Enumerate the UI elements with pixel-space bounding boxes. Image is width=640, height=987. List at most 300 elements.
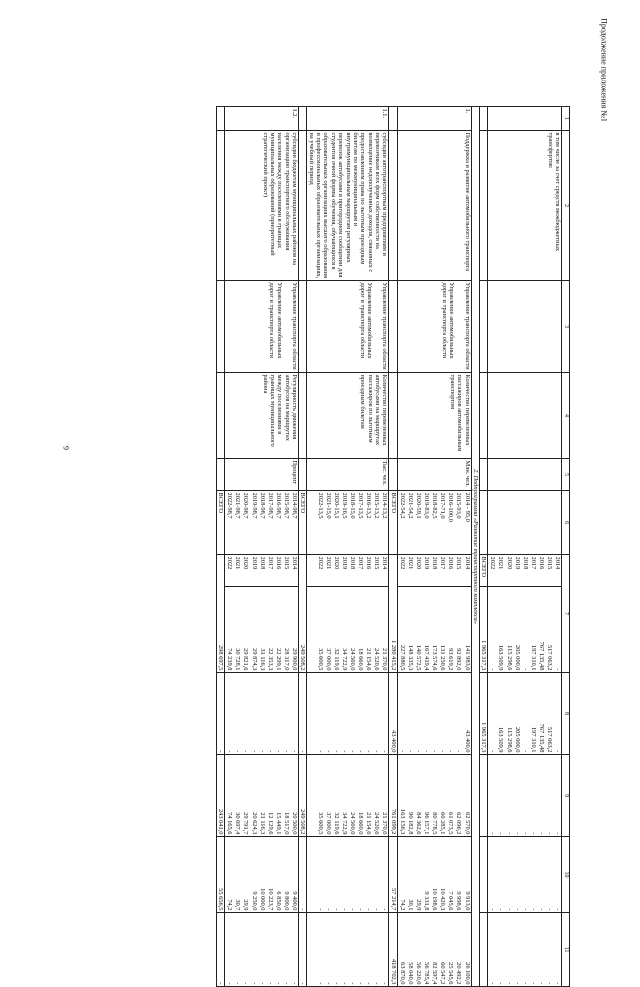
intertransfer-row — [488, 107, 562, 987]
target-value — [225, 491, 299, 555]
amount-col8-line: - — [291, 750, 299, 753]
amount-col8-line: - — [406, 750, 414, 753]
amount-col11-line: - — [546, 982, 554, 985]
empty-cell — [389, 281, 397, 373]
year-cell-line: 2020 — [332, 556, 340, 570]
target-value-line: 2014-13,2 — [381, 492, 389, 519]
amount-col9-line: - — [546, 832, 554, 835]
amount-col8-line: - — [242, 750, 250, 753]
amount-col10-line: - — [497, 908, 505, 911]
amount-col7-line: 205 000,0 — [513, 644, 521, 671]
total-amount: 418 702,3 — [389, 913, 397, 987]
year-cell-line: 2017 — [266, 556, 274, 570]
target-value-line: 2020-15,1 — [332, 492, 340, 519]
amount-col10-line: 10 420,3 — [439, 888, 447, 911]
amount-col8-line: - — [226, 750, 234, 753]
amount-col10-line: - — [357, 908, 365, 911]
amount-col10-line: - — [546, 908, 554, 911]
target-value-line: 2021-54,2 — [406, 492, 414, 519]
amount-col11-line: - — [234, 982, 242, 985]
empty-cell — [479, 107, 487, 131]
amount-col9-line: 84 362,6 — [414, 812, 422, 835]
year-cell — [397, 555, 471, 587]
amount-col8-line: - — [365, 750, 373, 753]
measure-row — [225, 107, 299, 987]
amount-col8-line: - — [414, 750, 422, 753]
amount-col7-line: 197 310,1 — [529, 644, 537, 671]
amount-col8-line: - — [250, 750, 258, 753]
year-cell — [488, 555, 562, 587]
target-value-line: 2020-98,7 — [242, 492, 250, 519]
unit-cell — [488, 459, 562, 491]
amount-col11-line: 56 785,4 — [423, 962, 431, 985]
amount-col9 — [225, 755, 299, 837]
measure-name: Поддержка и развитие автомобильного транспорта — [397, 131, 471, 281]
measure-total-row — [299, 107, 307, 987]
target-value-line: 2014 - 95,0 — [463, 492, 471, 522]
amount-col7-line: 767 135,48 — [537, 641, 545, 671]
amount-col11-line: - — [282, 982, 290, 985]
year-cell-line: 2022 — [316, 556, 324, 570]
empty-cell — [479, 131, 487, 281]
row-number: 1.2. — [225, 107, 299, 131]
target-value-line: 2022-54,2 — [398, 492, 406, 519]
amount-col7-line: 92 892,0 — [455, 648, 463, 671]
year-cell-line: 2018 — [431, 556, 439, 570]
amount-col10 — [307, 837, 389, 913]
total-amount: 55 656,5 — [216, 837, 224, 913]
amount-col10-line: 9 250,0 — [250, 891, 258, 911]
year-cell-line: 2016 — [365, 556, 373, 570]
amount-col11-line: - — [274, 982, 282, 985]
amount-col11-line: - — [348, 982, 356, 985]
executor-name: Управление транспорта области — [291, 282, 299, 370]
total-label: ВСЕГО — [216, 491, 224, 555]
target-value-line: 2014-98,7 — [291, 492, 299, 519]
amount-col8-line: - — [431, 750, 439, 753]
amount-col9-line: 90 182,8 — [406, 812, 414, 835]
amount-col11-line: - — [529, 982, 537, 985]
empty-cell — [479, 491, 487, 555]
amount-col10-line: - — [381, 908, 389, 911]
amount-col11-line: - — [373, 982, 381, 985]
amount-col10-line: - — [505, 908, 513, 911]
amount-col10-line: - — [316, 908, 324, 911]
empty-cell — [299, 373, 307, 459]
amount-col10 — [225, 837, 299, 913]
indicator-name: Регулярность движения автобусов на маршрутах между поселениями в границах муниципального района — [225, 373, 299, 459]
amount-col7-line: 22 353,3 — [266, 648, 274, 671]
amount-col10-line: 30,1 — [406, 899, 414, 911]
amount-col10-line: - — [340, 908, 348, 911]
empty-cell — [216, 107, 224, 131]
target-value-line: 2021-15,0 — [324, 492, 332, 519]
amount-col9-line: 24 520,6 — [373, 812, 381, 835]
amount-col11-line: 58 040,0 — [406, 962, 414, 985]
total-amount: - — [299, 673, 307, 755]
amount-col9-line: 29 791,7 — [242, 812, 250, 835]
column-number: 11 — [562, 913, 570, 987]
amount-col8-line: - — [447, 750, 455, 753]
amount-col7-line: 30 728,1 — [234, 648, 242, 671]
total-amount: 1 965 317,3 — [479, 587, 487, 673]
amount-col9-line: 21 154,6 — [365, 812, 373, 835]
measure-name: субсидии бюджетам муниципальных районов на организацию транспортного обслуживания населения между поселениями в границах муниципальных образований (приоритетный стратегический проект) — [225, 131, 299, 281]
total-amount: 43 400,0 — [389, 673, 397, 755]
year-cell — [225, 555, 299, 587]
year-cell-line: 2021 — [406, 556, 414, 570]
executor-cell — [488, 281, 562, 373]
amount-col7 — [225, 587, 299, 673]
amount-col10-line: - — [489, 908, 497, 911]
target-value-line: 2017-13,5 — [357, 492, 365, 519]
amount-col11 — [307, 913, 389, 987]
target-value-line: 2017-98,7 — [266, 492, 274, 519]
year-cell-line: 2020 — [242, 556, 250, 570]
column-number: 4 — [562, 373, 570, 459]
amount-col7-line: 93 619,2 — [447, 648, 455, 671]
column-number: 5 — [562, 459, 570, 491]
amount-col9-line: - — [489, 832, 497, 835]
amount-col7-line: 29 874,3 — [250, 648, 258, 671]
year-cell-line: 2014 — [291, 556, 299, 570]
year-cell-line: 2017 — [357, 556, 365, 570]
amount-col9-line: 163 156,3 — [398, 808, 406, 835]
target-value-line: 2018-98,7 — [258, 492, 266, 519]
year-cell-line: 2015 — [373, 556, 381, 570]
amount-col9-line: 34 722,9 — [340, 812, 348, 835]
year-cell-line: 2015 — [282, 556, 290, 570]
target-value-line: 2018-82,5 — [431, 492, 439, 519]
amount-col7 — [397, 587, 471, 673]
amount-col9-line: 21 116,3 — [258, 812, 266, 835]
amount-col10-line: - — [513, 908, 521, 911]
amount-col8-line: 517 063,2 — [546, 726, 554, 753]
amount-col8-line: - — [324, 750, 332, 753]
amount-col9-line: 20 624,3 — [250, 812, 258, 835]
year-cell-line: 2019 — [250, 556, 258, 570]
year-cell-line: 2015 — [455, 556, 463, 570]
indicator-name: Количество перевезенных пассажиров автомобильным транспортом — [397, 373, 471, 459]
year-cell-line: 2021 — [324, 556, 332, 570]
year-cell-line: 2014 — [463, 556, 471, 570]
target-cell — [488, 491, 562, 555]
amount-col11-line: - — [250, 982, 258, 985]
amount-col11-line: - — [316, 982, 324, 985]
amount-col11-line: - — [324, 982, 332, 985]
executor-name: Управление автомобильных дорог и транспорта области — [268, 282, 283, 359]
amount-col9-line: 74 165,6 — [226, 812, 234, 835]
total-amount: - — [216, 913, 224, 987]
target-value-line: 2016-100,0 — [447, 492, 455, 522]
target-value-line: 2020-59,1 — [414, 492, 422, 519]
amount-col7-line: 163 509,9 — [497, 644, 505, 671]
amount-col8 — [307, 673, 389, 755]
target-value-line: 2019-83,0 — [423, 492, 431, 519]
amount-col7-line: 115 298,6 — [505, 645, 513, 671]
amount-col7-line: 167 419,4 — [423, 644, 431, 671]
amount-col8 — [488, 673, 562, 755]
measure-row — [397, 107, 471, 987]
target-value-line: 2017-71,0 — [439, 492, 447, 519]
amount-col8-line: - — [554, 750, 562, 753]
amount-col11-line: - — [497, 982, 505, 985]
unit-name: Процент — [225, 459, 299, 491]
row-number — [488, 107, 562, 131]
total-amount: - — [216, 673, 224, 755]
amount-col11 — [488, 913, 562, 987]
empty-cell — [479, 913, 487, 987]
amount-col11-line: - — [258, 982, 266, 985]
year-cell-line: 2019 — [340, 556, 348, 570]
amount-col9-line: - — [554, 832, 562, 835]
empty-cell — [216, 281, 224, 373]
amount-col10-line: 10 198,6 — [431, 888, 439, 911]
empty-cell — [479, 755, 487, 837]
unit-name: Млн. чел. — [397, 459, 471, 491]
amount-col10-line: - — [365, 908, 373, 911]
amount-col8-line: - — [357, 750, 365, 753]
amount-col9-line: 62 570,0 — [463, 812, 471, 835]
amount-col8-line: - — [316, 750, 324, 753]
amount-col7-line: 140 572,5 — [414, 644, 422, 671]
amount-col8-line: - — [423, 750, 431, 753]
year-cell-line: 2020 — [505, 556, 513, 570]
total-amount: - — [299, 837, 307, 913]
amount-col7-line: 227 880,5 — [398, 644, 406, 671]
amount-col7-line: 28 317,0 — [282, 648, 290, 671]
amount-col10-line: - — [521, 908, 529, 911]
amount-col9-line: 18 517,0 — [282, 812, 290, 835]
column-number: 7 — [562, 555, 570, 673]
empty-cell — [299, 459, 307, 491]
amount-col11 — [397, 913, 471, 987]
amount-col10-line: - — [373, 908, 381, 911]
amount-col7-line: 141 983,0 — [463, 644, 471, 671]
empty-cell — [479, 459, 487, 491]
year-cell-line: 2021 — [497, 556, 505, 570]
measure-name: субсидии автотранспортным предприятиям и перевозчикам всех форм собственности на возмещение недополученных доходов, связанных с предоставлением права по льготным проездным билетам по межмуниципальным и внутримуниципальным маршрутам регулярных перевозок автобусами в пригородном сообщении для студентов очной формы обучения, обучающихся в образовательных организациях высшего образования и профессиональных образовательных организациях, на учебный период — [307, 131, 389, 281]
amount-col8-line: - — [373, 750, 381, 753]
amount-col7-line: 21 370,0 — [381, 648, 389, 671]
year-cell-line: 2017 — [529, 556, 537, 570]
amount-col11-line: 63 870,0 — [398, 962, 406, 985]
amount-col11-line: 20 492,2 — [455, 962, 463, 985]
amount-col9-line: - — [513, 832, 521, 835]
amount-col10-line: - — [332, 908, 340, 911]
amount-col7-line: 29 821,6 — [242, 648, 250, 671]
amount-col8 — [225, 673, 299, 755]
appendix-continuation-note: Продолжение приложения №1 — [599, 18, 609, 122]
year-cell-line: 2016 — [537, 556, 545, 570]
amount-col9-line: - — [521, 832, 529, 835]
amount-col7-line: 24 560,0 — [348, 648, 356, 671]
measure-total-row — [216, 107, 224, 987]
total-amount: 1 280 415,2 — [389, 555, 397, 673]
empty-cell — [299, 281, 307, 373]
amount-col8-line: 767 135,48 — [537, 723, 545, 753]
amount-col8-line: - — [274, 750, 282, 753]
column-number: 9 — [562, 755, 570, 837]
target-value-line: 2015-98,7 — [282, 492, 290, 519]
amount-col8-line: - — [439, 750, 447, 753]
amount-col9-line: - — [505, 832, 513, 835]
amount-col8-line: - — [398, 750, 406, 753]
amount-col11-line: - — [513, 982, 521, 985]
executor-name: Управление транспорта области — [381, 282, 389, 370]
amount-col11-line: - — [332, 982, 340, 985]
column-number: 1 — [562, 107, 570, 131]
year-cell-line: 2018 — [521, 556, 529, 570]
amount-col9 — [488, 755, 562, 837]
total-label: ВСЕГО — [299, 491, 307, 555]
amount-col7-line: 35 600,5 — [316, 648, 324, 671]
amount-col7-line: 131 250,6 — [439, 644, 447, 671]
amount-col9 — [307, 755, 389, 837]
empty-cell — [216, 459, 224, 491]
amount-col10 — [397, 837, 471, 913]
total-amount: 249 508,2 — [299, 555, 307, 673]
empty-cell — [479, 837, 487, 913]
subprogram-row — [471, 107, 479, 987]
program-table — [70, 106, 570, 986]
amount-col9-line: 61 073,5 — [447, 812, 455, 835]
empty-cell — [389, 131, 397, 281]
amount-col11-line: - — [381, 982, 389, 985]
empty-cell — [389, 373, 397, 459]
total-amount: 57 214,7 — [389, 837, 397, 913]
amount-col7 — [488, 587, 562, 673]
amount-col8-line: - — [489, 750, 497, 753]
total-amount: 249 508,2 — [299, 755, 307, 837]
column-number: 10 — [562, 837, 570, 913]
target-value-line: 2015-13,2 — [373, 492, 381, 519]
target-value-line: 2021-98,7 — [234, 492, 242, 519]
year-cell-line: 2019 — [423, 556, 431, 570]
amount-col10-line: 9 913,0 — [463, 891, 471, 911]
amount-col10-line: 74,2 — [226, 899, 234, 911]
target-value-line: 2015-93,0 — [455, 492, 463, 519]
indicator-name: Количество перевезенных автобусами на маршрутах пассажиров по льготным проездным билетам — [307, 373, 389, 459]
empty-cell — [479, 281, 487, 373]
total-amount: 1 965 317,3 — [479, 673, 487, 755]
row-number: 1.1. — [307, 107, 389, 131]
amount-col7-line: - — [521, 668, 529, 671]
empty-cell — [389, 107, 397, 131]
column-number: 8 — [562, 673, 570, 755]
target-value-line: 2022-98,7 — [226, 492, 234, 519]
amount-col7-line: - — [554, 668, 562, 671]
amount-col7-line: 31 116,3 — [258, 648, 266, 671]
target-value-line: 2022-13,5 — [316, 492, 324, 519]
amount-col9-line: 80 778,5 — [431, 812, 439, 835]
amount-col11-line: - — [489, 982, 497, 985]
page-number: 9 — [61, 446, 71, 450]
total-amount: 761 099,2 — [389, 755, 397, 837]
amount-col10-line: 6 850,0 — [274, 891, 282, 911]
amount-col10-line: 10 000,0 — [258, 888, 266, 911]
year-cell-line: 2022 — [489, 556, 497, 570]
amount-col8-line: - — [521, 750, 529, 753]
row-number: 1. — [397, 107, 471, 131]
amount-col11 — [225, 913, 299, 987]
empty-cell — [389, 459, 397, 491]
amount-col11-line: - — [340, 982, 348, 985]
amount-col8 — [397, 673, 471, 755]
year-cell-line: 2021 — [234, 556, 242, 570]
measure-total-row — [389, 107, 397, 987]
amount-col7-line: - — [489, 668, 497, 671]
total-amount: 243 041,0 — [216, 755, 224, 837]
amount-col11-line: - — [291, 982, 299, 985]
amount-col7-line: 24 520,6 — [373, 648, 381, 671]
amount-col7-line: 37 000,0 — [324, 648, 332, 671]
amount-col7-line: 148 335,3 — [406, 644, 414, 671]
amount-col8-line: - — [258, 750, 266, 753]
amount-col11-line: 56 220,0 — [414, 962, 422, 985]
amount-col7 — [307, 587, 389, 673]
amount-col8-line: - — [266, 750, 274, 753]
amount-col10-line: 7 045,6 — [447, 891, 455, 911]
amount-col9-line: 35 600,5 — [316, 812, 324, 835]
target-value — [397, 491, 471, 555]
amount-col9-line: 12 129,6 — [266, 812, 274, 835]
target-value-line: 2016-98,7 — [274, 492, 282, 519]
year-cell-line: 2022 — [226, 556, 234, 570]
amount-col10-line: 9 331,8 — [423, 891, 431, 911]
amount-col10-line: - — [324, 908, 332, 911]
amount-col8-line: 205 000,0 — [513, 726, 521, 753]
year-cell-line: 2014 — [381, 556, 389, 570]
year-cell-line: 2015 — [546, 556, 554, 570]
amount-col10 — [488, 837, 562, 913]
amount-col8-line: - — [348, 750, 356, 753]
amount-col8-line: 163 509,9 — [497, 726, 505, 753]
amount-col8-line: - — [455, 750, 463, 753]
total-amount: 298 697,5 — [216, 555, 224, 673]
target-value-line: 2019-98,7 — [250, 492, 258, 519]
amount-col8-line: - — [332, 750, 340, 753]
amount-col10-line: 29,9 — [242, 899, 250, 911]
executor-name: Управление автомобильных дорог и транспорта области — [440, 282, 456, 359]
amount-col11-line: 25 545,6 — [447, 962, 455, 985]
column-number: 3 — [562, 281, 570, 373]
amount-col8-line: - — [282, 750, 290, 753]
year-cell-line: 2016 — [447, 556, 455, 570]
year-cell — [307, 555, 389, 587]
amount-col11-line: - — [226, 982, 234, 985]
amount-col11-line: 60 547,2 — [439, 962, 447, 985]
amount-col9-line: 20 500,0 — [291, 812, 299, 835]
amount-col7-line: 32 119,6 — [332, 648, 340, 671]
amount-col11-line: - — [505, 982, 513, 985]
executor-name: Управление транспорта области — [463, 282, 471, 370]
target-value-line: 2019-16,5 — [340, 492, 348, 519]
amount-col10-line: - — [554, 908, 562, 911]
amount-col11-line: - — [521, 982, 529, 985]
amount-col8-line: 43 400,0 — [463, 730, 471, 753]
empty-cell — [216, 131, 224, 281]
amount-col7-line: 21 154,6 — [365, 648, 373, 671]
year-cell-line: 2020 — [414, 556, 422, 570]
amount-col8-line: - — [234, 750, 242, 753]
amount-col9-line: 24 560,0 — [348, 812, 356, 835]
executor-cell — [397, 281, 471, 373]
empty-cell — [479, 373, 487, 459]
indicator-cell — [488, 373, 562, 459]
target-value-line: 2018-15,0 — [348, 492, 356, 519]
target-value-line: 2016-13,2 — [365, 492, 373, 519]
